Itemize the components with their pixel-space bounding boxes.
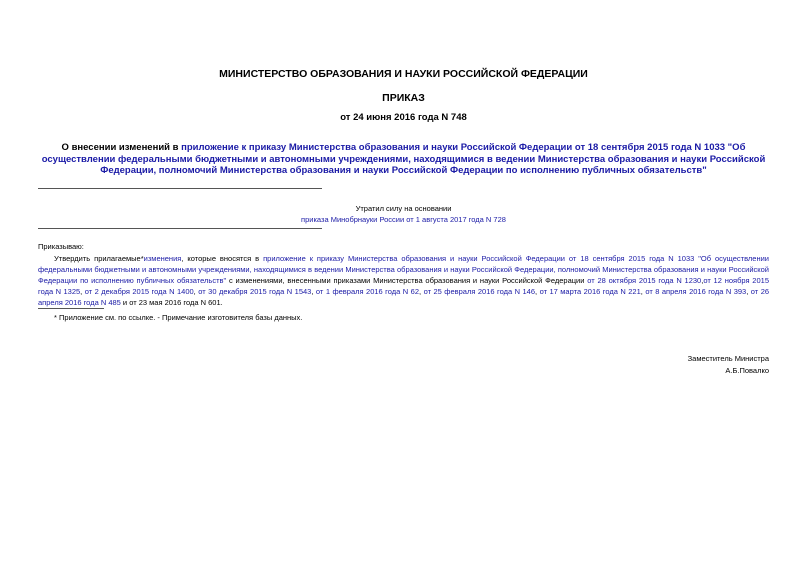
appendix-link[interactable]: приложение к приказу Министерства образования и науки Российской Федерации от 18 сентября 2015 года N 1033 "Об осуществлении федеральными бюджетными и автономными учреждениями, находящимися в ведении Министерства образования и науки Российской Федерации, полномочий Министерства образования и науки Российской Федерации по исполнению публичных обязательств" xyxy=(38,254,769,285)
divider-bottom xyxy=(38,228,322,229)
order-link-393[interactable]: от 8 апреля 2016 года N 393 xyxy=(645,287,747,296)
order-link-1543[interactable]: от 30 декабря 2015 года N 1543 xyxy=(198,287,312,296)
signature-block xyxy=(688,353,769,377)
footnote: * Приложение см. по ссылке. - Примечание изготовителя базы данных. xyxy=(54,313,303,322)
ministry-name: МИНИСТЕРСТВО ОБРАЗОВАНИЯ И НАУКИ РОССИЙСКОЙ ФЕДЕРАЦИИ xyxy=(219,68,588,80)
body-text: , xyxy=(311,287,316,296)
signatory-name: А.Б.Повалко xyxy=(725,366,769,375)
order-link-1400[interactable]: от 2 декабря 2015 года N 1400 xyxy=(84,287,194,296)
order-link-62[interactable]: от 1 февраля 2016 года N 62 xyxy=(315,287,419,296)
document-title xyxy=(40,142,767,177)
body-text: и от 23 мая 2016 года N 601. xyxy=(120,298,223,307)
body-text: , xyxy=(419,287,424,296)
footnote-divider xyxy=(38,308,104,309)
body-text: , xyxy=(746,287,751,296)
body-text: , которые вносятся в xyxy=(181,254,264,263)
body-text: с изменениями, внесенными приказами Министерства образования и науки Российской Федерации xyxy=(226,276,588,285)
order-link-1325[interactable]: от 12 ноября 2015 года N 1325 xyxy=(38,276,769,296)
document-date-number: от 24 июня 2016 года N 748 xyxy=(340,112,467,123)
changes-link[interactable]: изменения xyxy=(143,254,182,263)
order-link-146[interactable]: от 25 февраля 2016 года N 146 xyxy=(423,287,535,296)
body-text: Утвердить прилагаемые* xyxy=(54,254,144,263)
title-link[interactable]: приложение к приказу Министерства образования и науки Российской Федерации от 18 сентября 2015 года N 1033 "Об осуществлении федеральными бюджетными и автономными учреждениями, находящимися в ведении Министерства образования и науки Российской Федерации, полномочий Министерства образования и науки Российской Федерации по исполнению публичных обязательств" xyxy=(41,142,766,176)
order-link-221[interactable]: от 17 марта 2016 года N 221 xyxy=(539,287,641,296)
body-text: , xyxy=(535,287,540,296)
divider-top xyxy=(38,188,322,189)
document-kind: ПРИКАЗ xyxy=(382,92,425,104)
status-block xyxy=(250,203,557,225)
body-text: , xyxy=(80,287,85,296)
body-text: , xyxy=(193,287,199,296)
order-link-485[interactable]: от 26 апреля 2016 года N 485 xyxy=(38,287,770,307)
body-text: , xyxy=(640,287,646,296)
order-word: Приказываю: xyxy=(38,242,84,251)
signatory-position: Заместитель Министра xyxy=(687,354,769,363)
body-text: , xyxy=(701,276,704,285)
order-paragraph xyxy=(38,253,769,308)
status-link[interactable]: приказа Минобрнауки России от 1 августа 2017 года N 728 xyxy=(301,215,506,224)
status-text: Утратил силу на основании xyxy=(355,204,452,213)
order-link-1230[interactable]: от 28 октября 2015 года N 1230 xyxy=(587,276,702,285)
title-prefix: О внесении изменений в xyxy=(61,142,182,153)
